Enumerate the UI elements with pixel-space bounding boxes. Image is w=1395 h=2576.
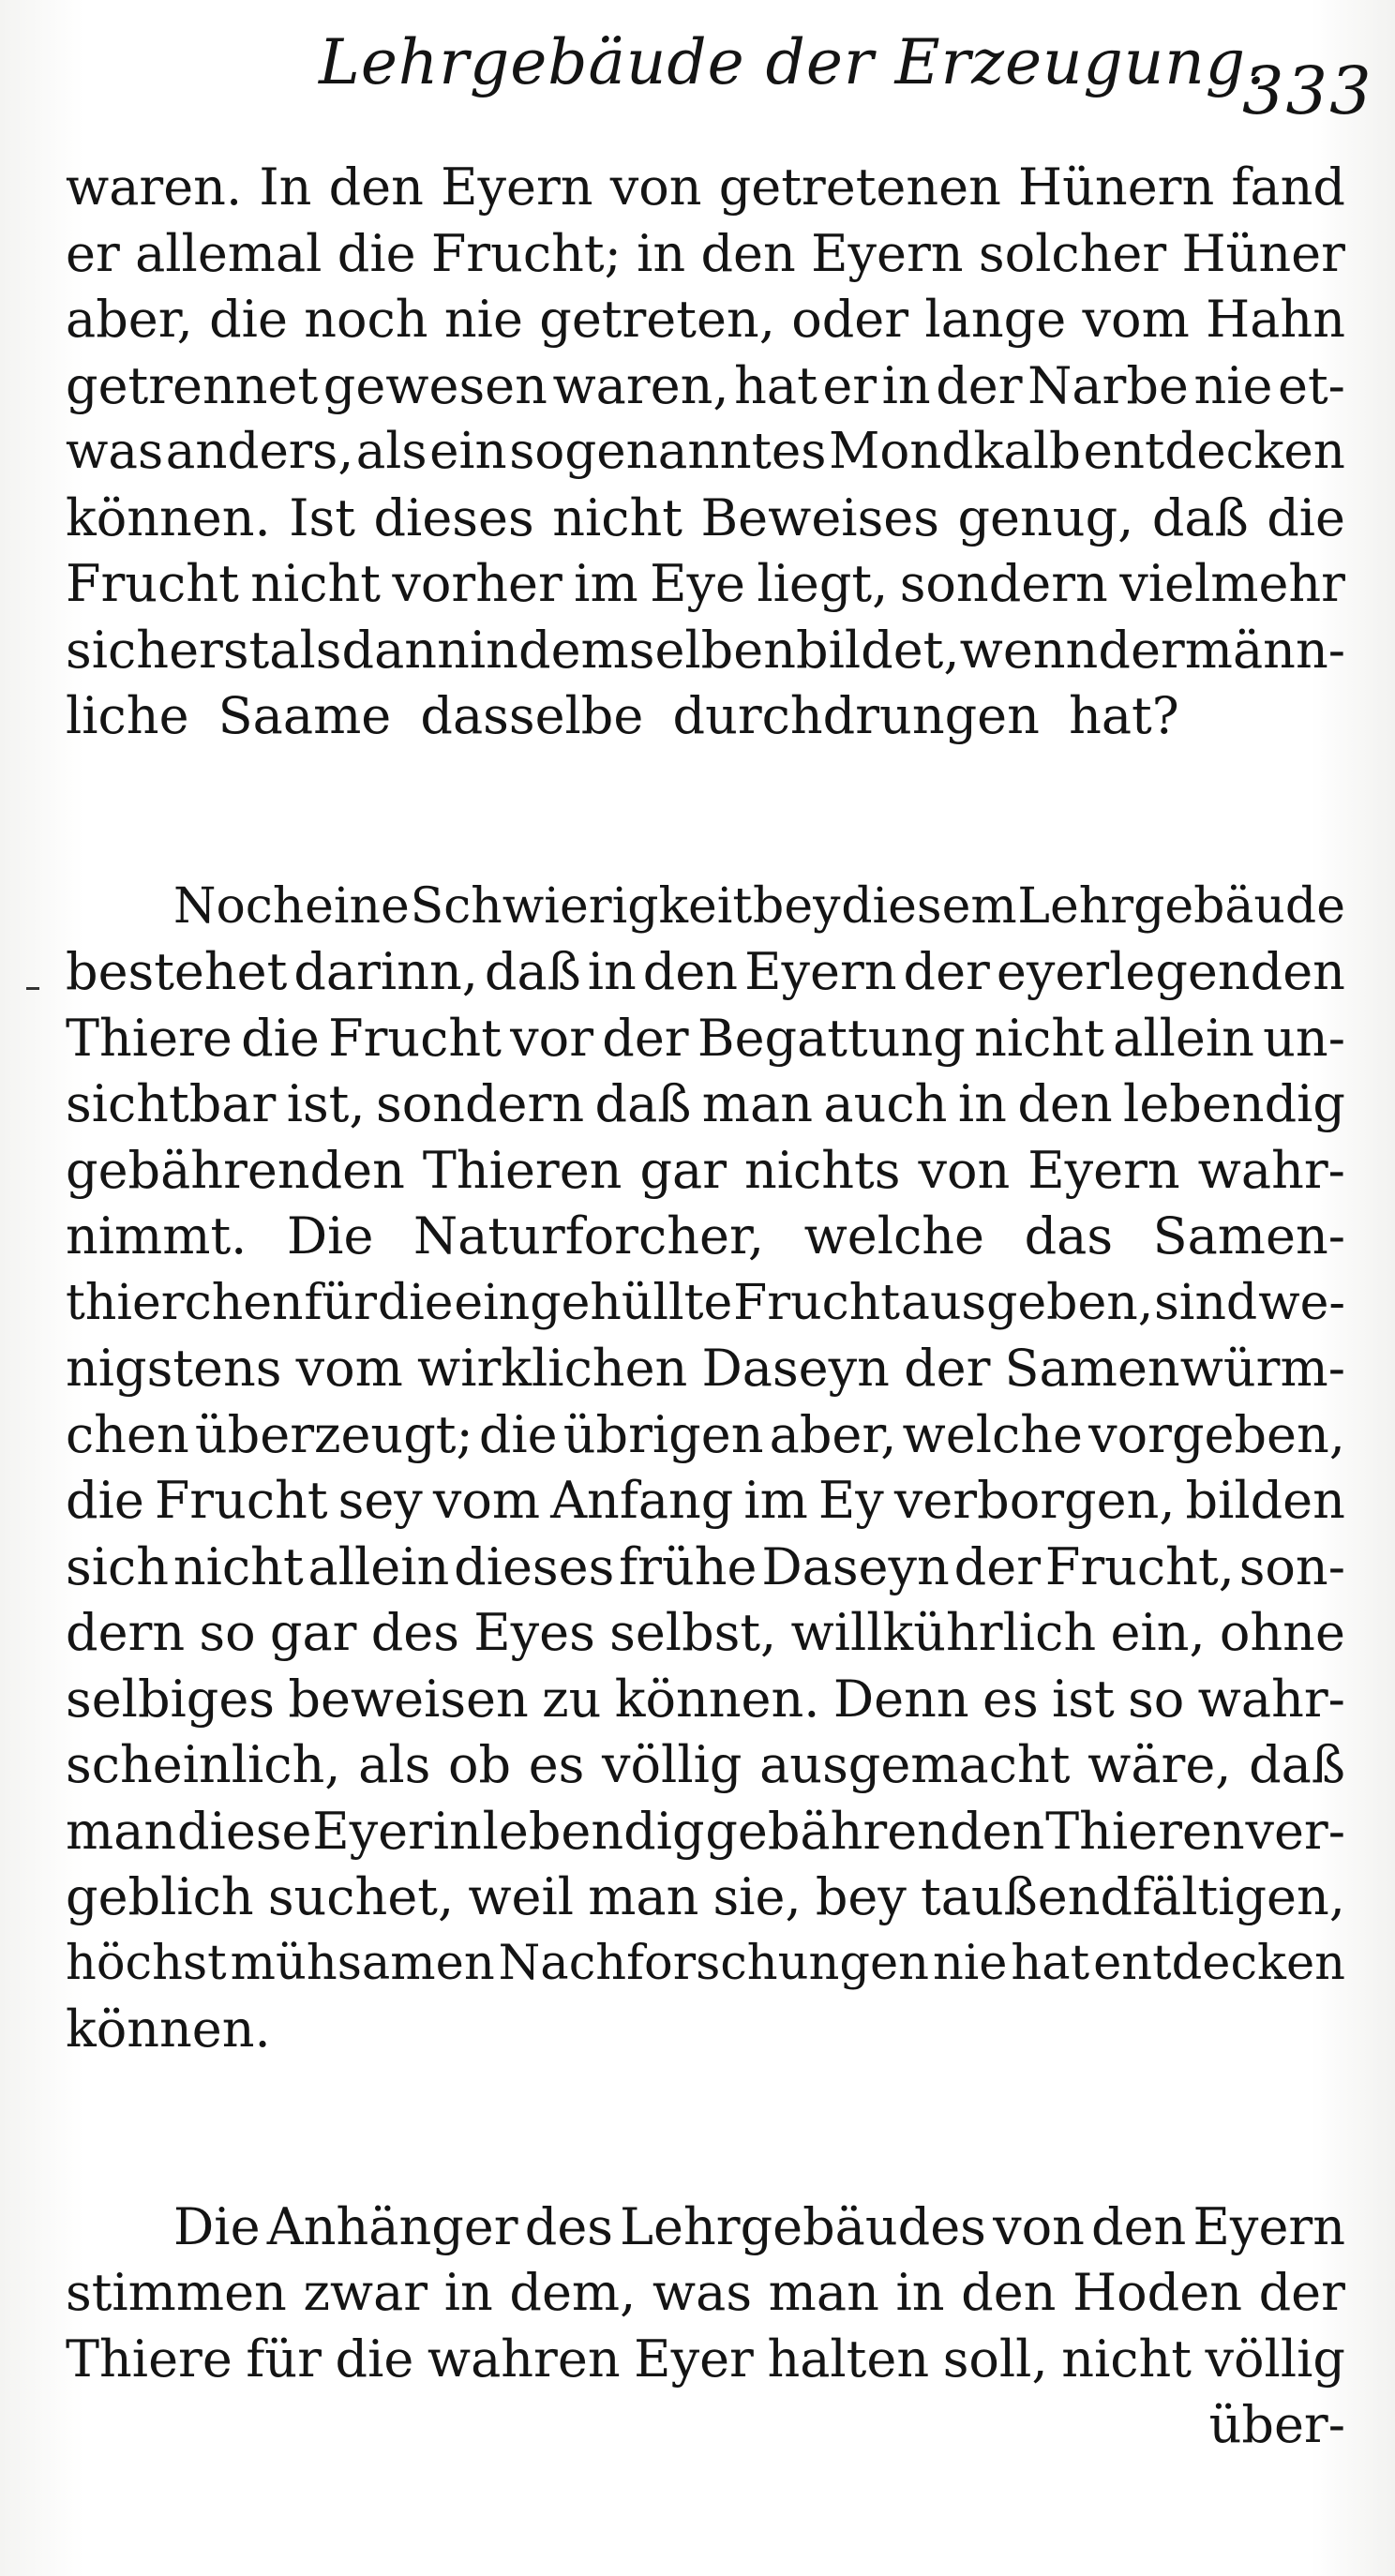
text-line: bestehet darinn, daß in den Eyern der eyerlegenden xyxy=(66,942,1345,1001)
text-line: chen überzeugt; die übrigen aber, welche vorgeben, xyxy=(66,1404,1345,1464)
text-line: sich nicht allein dieses frühe Daseyn der Frucht, son- xyxy=(66,1536,1345,1596)
text-line: was anders, als ein sogenanntes Mondkalb entdecken xyxy=(66,423,1345,480)
text-line: gebährenden Thieren gar nichts von Eyern wahr- xyxy=(66,1140,1345,1200)
text-line: Die Anhänger des Lehrgebäudes von den Eyern xyxy=(173,2196,1345,2256)
running-head: Lehrgebäude der Erzeugung. xyxy=(319,26,1268,98)
text-line: Thiere die Frucht vor der Begattung nicht allein un- xyxy=(66,1008,1345,1068)
text-line: können. Ist dieses nicht Beweises genug, daß die xyxy=(66,487,1345,547)
text-line: man diese Eyer in lebendig gebährenden Thieren ver- xyxy=(66,1801,1345,1861)
text-line: nimmt. Die Naturforcher, welche das Samen- xyxy=(66,1206,1345,1266)
text-line: liche Saame dasselbe durchdrungen hat? xyxy=(66,686,1179,745)
margin-mark xyxy=(26,987,39,990)
body-text xyxy=(66,155,1345,2459)
text-line: aber, die noch nie getreten, oder lange vom Hahn xyxy=(66,290,1345,349)
text-line: sichtbar ist, sondern daß man auch in den lebendig xyxy=(66,1074,1345,1133)
paragraph-3 xyxy=(66,2194,1345,2459)
text-line: thierchen für die eingehüllte Frucht ausgeben, sind we- xyxy=(66,1274,1345,1331)
page-number: 333 xyxy=(1242,52,1373,129)
text-line: geblich suchet, weil man sie, bey taußendfältigen, xyxy=(66,1867,1345,1926)
catchword: über- xyxy=(1208,2395,1345,2454)
text-line: er allemal die Frucht; in den Eyern solcher Hüner xyxy=(66,223,1345,283)
paragraph-1 xyxy=(66,155,1345,750)
text-line: dern so gar des Eyes selbst, willkührlich ein, ohne xyxy=(66,1603,1345,1662)
text-line: scheinlich, als ob es völlig ausgemacht wäre, daß xyxy=(66,1735,1345,1794)
text-line: Thiere für die wahren Eyer halten soll, nicht völlig xyxy=(66,2329,1345,2389)
text-line: sich erst als dann in demselben bildet, wenn der männ- xyxy=(66,620,1345,680)
paragraph-gap xyxy=(66,2063,1345,2194)
text-line: nigstens vom wirklichen Daseyn der Samenwürm- xyxy=(66,1339,1345,1398)
text-line: Noch eine Schwierigkeit bey diesem Lehrgebäude xyxy=(173,877,1345,935)
text-line: selbiges beweisen zu können. Denn es ist so wahr- xyxy=(66,1669,1345,1729)
text-line: die Frucht sey vom Anfang im Ey verborgen, bilden xyxy=(66,1471,1345,1530)
text-line: höchst mühsamen Nachforschungen nie hat entdecken xyxy=(66,1935,1345,1991)
text-line: stimmen zwar in dem, was man in den Hoden der xyxy=(66,2263,1345,2322)
text-line: Frucht nicht vorher im Eye liegt, sondern vielmehr xyxy=(66,554,1345,613)
paragraph-2 xyxy=(66,874,1345,2063)
text-line: getrennet gewesen waren, hat er in der Narbe nie et- xyxy=(66,355,1345,415)
text-line: können. xyxy=(66,1999,271,2059)
text-line: waren. In den Eyern von getretenen Hünern fand xyxy=(66,157,1345,217)
paragraph-gap xyxy=(66,750,1345,874)
page-header xyxy=(0,21,1395,129)
